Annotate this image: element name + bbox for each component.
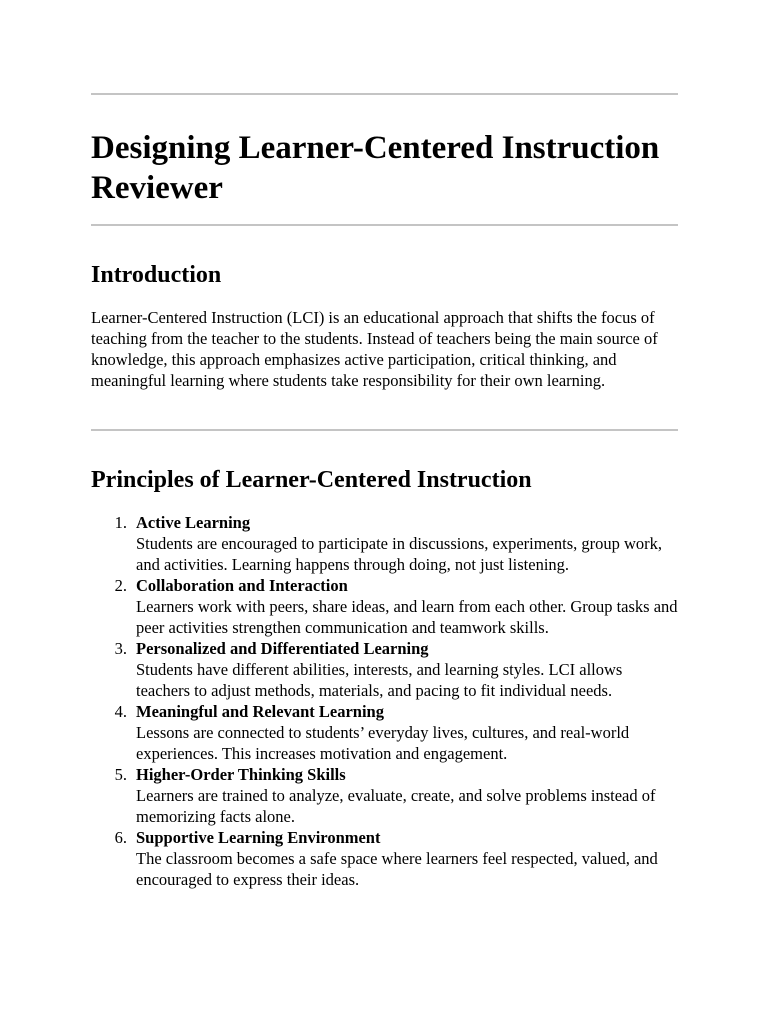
principle-title: Personalized and Differentiated Learning bbox=[136, 639, 429, 658]
introduction-heading: Introduction bbox=[91, 262, 222, 288]
principle-title: Meaningful and Relevant Learning bbox=[136, 702, 384, 721]
principle-item bbox=[91, 827, 678, 890]
principle-title: Higher-Order Thinking Skills bbox=[136, 765, 346, 784]
principle-number: 1. bbox=[114, 513, 127, 532]
title-divider bbox=[91, 224, 678, 226]
top-divider bbox=[91, 93, 678, 95]
principle-number: 2. bbox=[114, 576, 127, 595]
principle-number: 4. bbox=[114, 702, 127, 721]
principle-description: Learners work with peers, share ideas, and learn from each other. Group tasks and peer activities strengthen communication and teamwork skills. bbox=[136, 597, 678, 637]
principle-number: 5. bbox=[114, 765, 127, 784]
principle-item bbox=[91, 575, 678, 638]
section-divider bbox=[91, 429, 678, 431]
principle-description: The classroom becomes a safe space where learners feel respected, valued, and encouraged to express their ideas. bbox=[136, 849, 658, 889]
document-title: Designing Learner-Centered Instruction Reviewer bbox=[91, 130, 660, 206]
principle-description: Lessons are connected to students’ everyday lives, cultures, and real-world experiences. This increases motivation and engagement. bbox=[136, 723, 630, 763]
principle-item bbox=[91, 764, 678, 827]
principle-description: Students are encouraged to participate in discussions, experiments, group work, and activities. Learning happens through doing, not just listening. bbox=[136, 534, 663, 574]
principle-title: Active Learning bbox=[136, 513, 251, 532]
principle-description: Students have different abilities, interests, and learning styles. LCI allows teachers to adjust methods, materials, and pacing to fit individual needs. bbox=[136, 660, 623, 700]
principle-number: 6. bbox=[114, 828, 127, 847]
principle-title: Collaboration and Interaction bbox=[136, 576, 348, 595]
principle-description: Learners are trained to analyze, evaluate, create, and solve problems instead of memorizing facts alone. bbox=[136, 786, 656, 826]
principle-item bbox=[91, 512, 678, 575]
principle-item bbox=[91, 701, 678, 764]
principle-item bbox=[91, 638, 678, 701]
introduction-paragraph: Learner-Centered Instruction (LCI) is an educational approach that shifts the focus of teaching from the teacher to the students. Instead of teachers being the main source of knowledge, this approach emphasizes active participation, critical thinking, and meaningful learning where students take responsibility for their own learning. bbox=[91, 308, 658, 390]
principle-title: Supportive Learning Environment bbox=[136, 828, 381, 847]
principles-heading: Principles of Learner-Centered Instruction bbox=[91, 467, 532, 493]
principle-number: 3. bbox=[114, 639, 127, 658]
principles-list bbox=[91, 512, 678, 890]
